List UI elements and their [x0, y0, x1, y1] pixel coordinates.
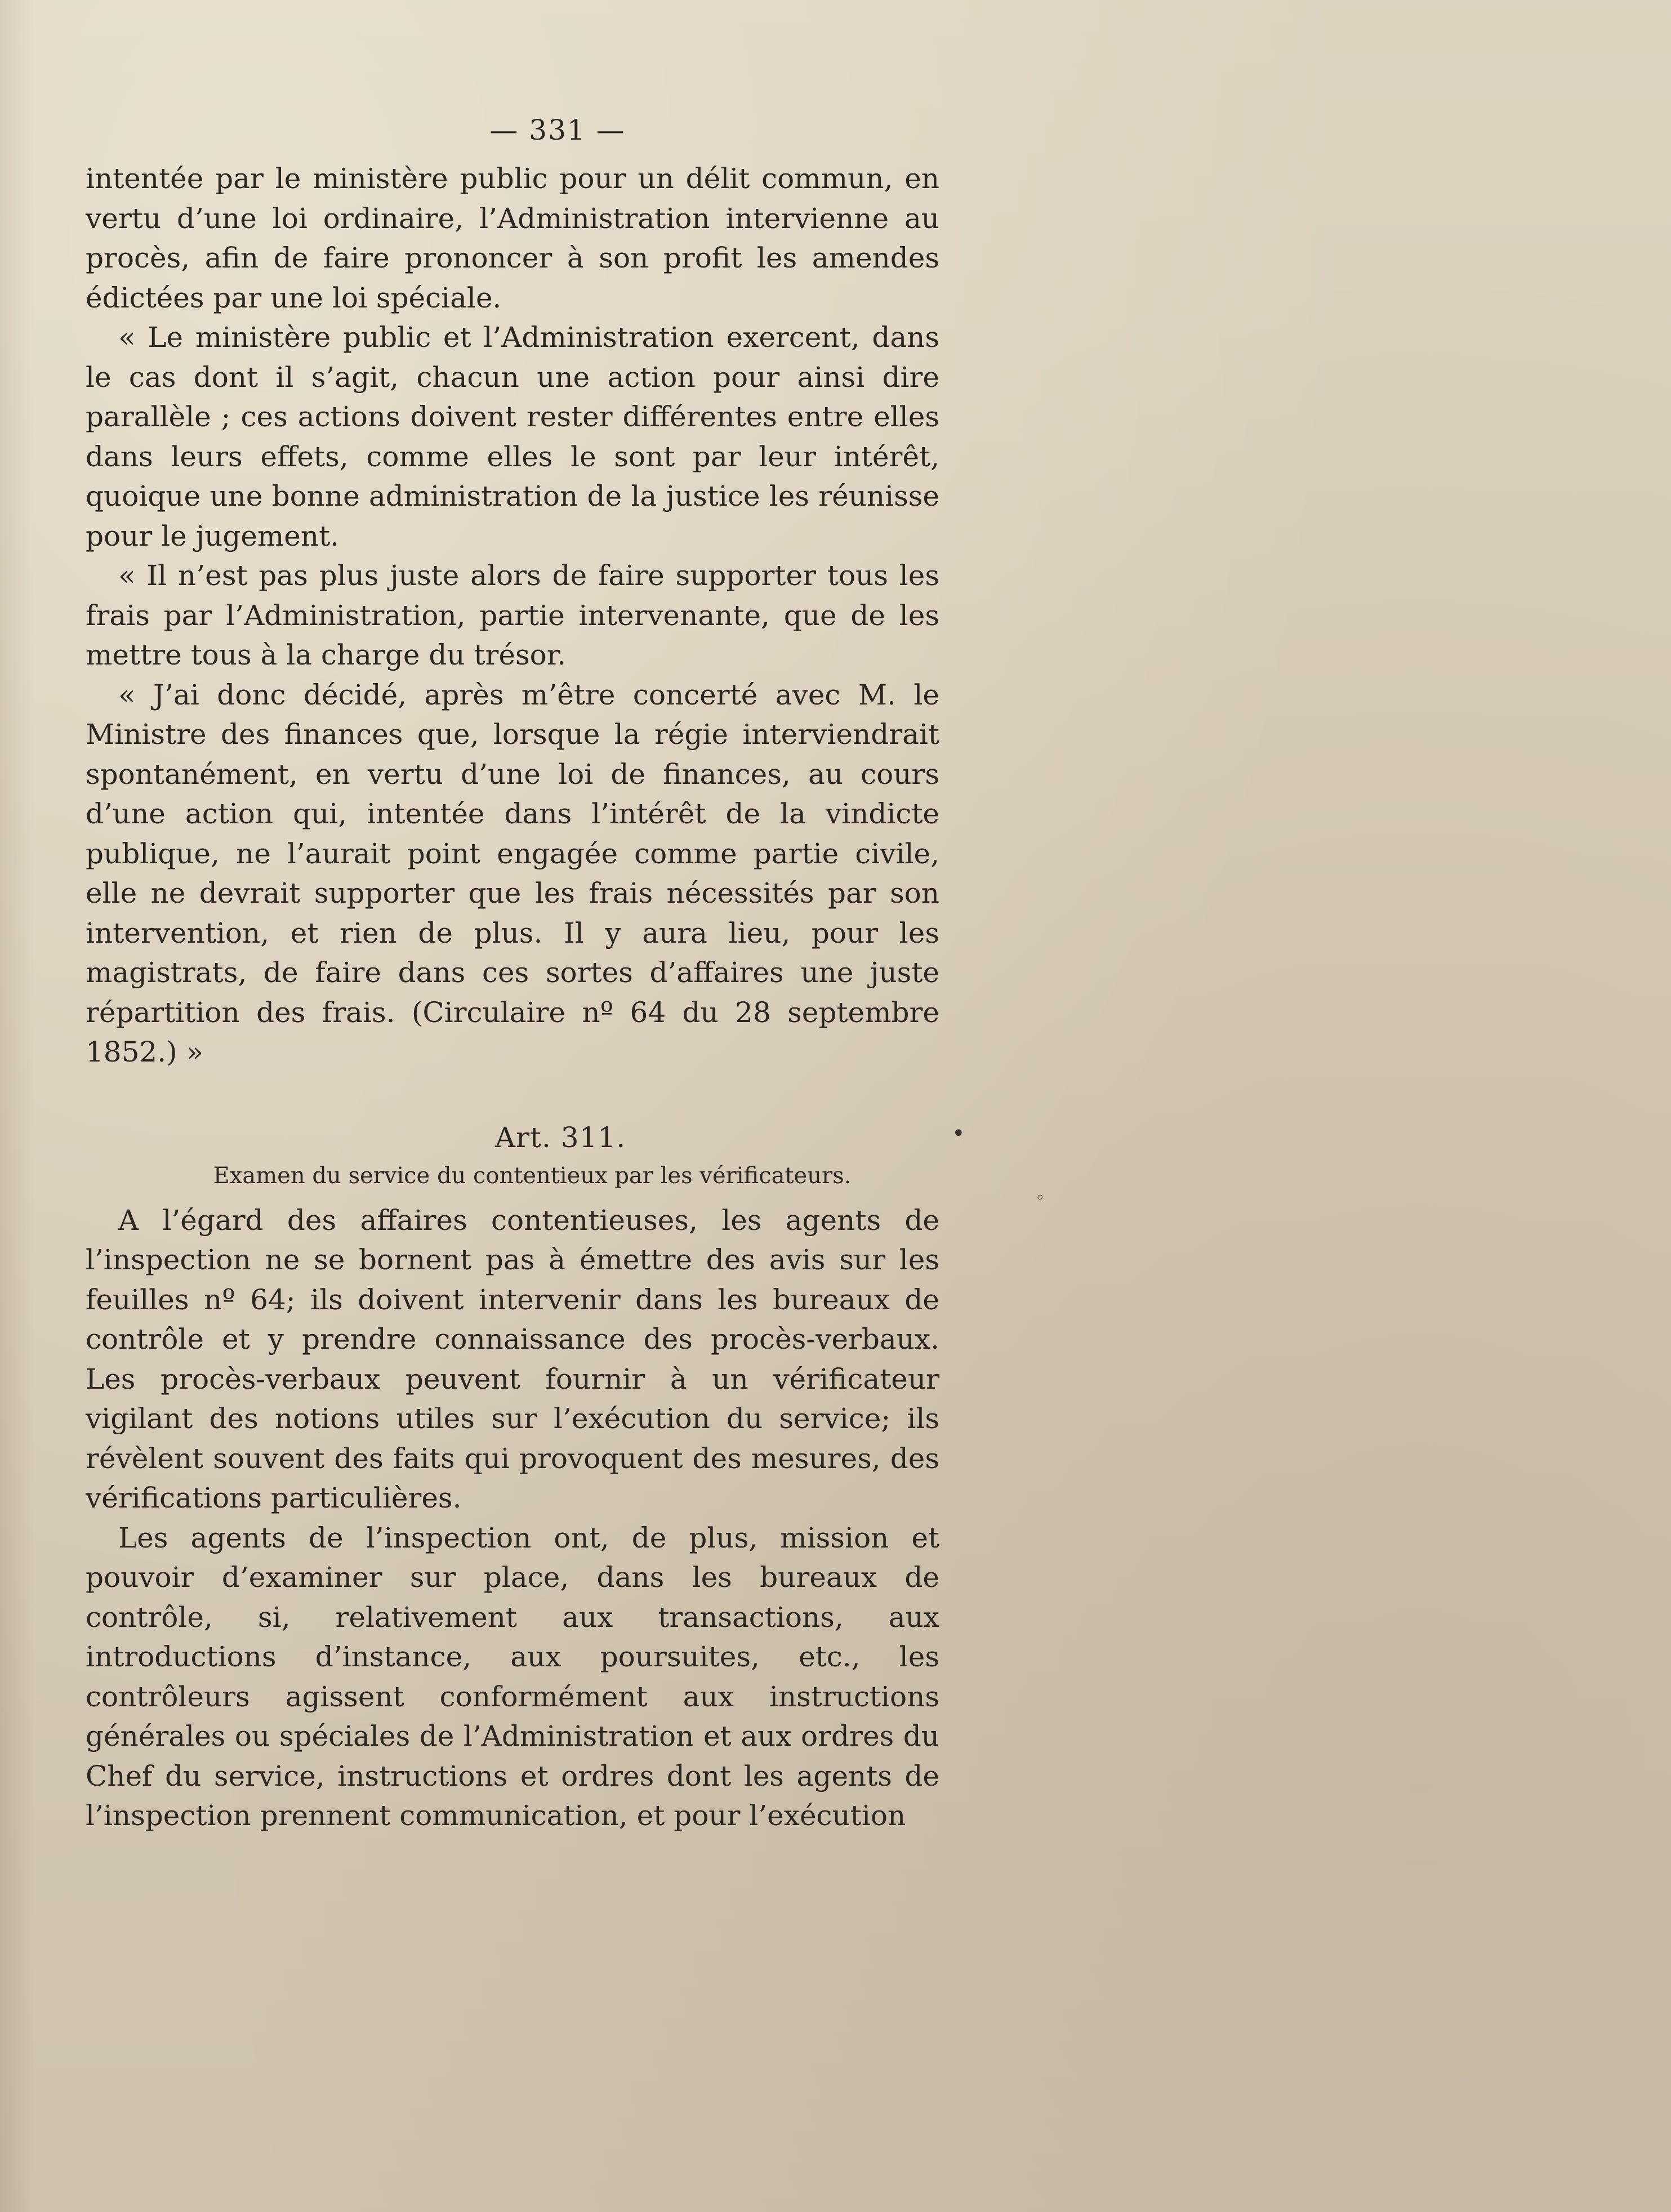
paragraph: A l’égard des affaires contentieuses, les agents de l’inspection ne se bornent pas à émettre des avis sur les feuilles nº 64; ils doivent intervenir dans les bureaux de contrôle et y prendre connaissance des procès-verbaux. Les procès-verbaux peuvent fournir à un vérificateur vigilant des notions utiles sur l’exécution du service; ils révèlent souvent des faits qui provoquent des mesures, des vérifications particulières. — [86, 1203, 939, 1514]
paragraph: intentée par le ministère public pour un délit commun, en vertu d’une loi ordinaire, l’Administration intervienne au procès, afin de faire prononcer à son profit les amendes édictées par une loi spéciale. — [86, 162, 939, 314]
article-heading: Art. 311. — [494, 1121, 626, 1154]
paragraph: Les agents de l’inspection ont, de plus, mission et pouvoir d’examiner sur place, dans les bureaux de contrôle, si, relativement aux transactions, aux introductions d’instance, aux poursuites, etc., les contrôleurs agissent conformément aux instructions générales ou spéciales de l’Administration et aux ordres du Chef du service, instructions et ordres dont les agents de l’inspection prennent communication, et pour l’exécution — [86, 1521, 939, 1832]
text-column — [86, 110, 939, 1836]
page-number: — 331 — — [489, 114, 626, 146]
margin-dot-icon: • — [952, 1121, 965, 1147]
margin-circle-icon: ◦ — [1035, 1188, 1045, 1208]
paragraph: « Il n’est pas plus juste alors de faire supporter tous les frais par l’Administration, partie intervenante, que de les mettre tous à la charge du trésor. — [86, 559, 939, 671]
paragraph: « Le ministère public et l’Administration exercent, dans le cas dont il s’agit, chacun une action pour ainsi dire parallèle ; ces actions doivent rester différentes entre elles dans leurs effets, comme elles le sont par leur intérêt, quoique une bonne administration de la justice les réunisse pour le jugement. — [86, 321, 939, 552]
article-subtitle: Examen du service du contentieux par les vérificateurs. — [213, 1162, 852, 1189]
paragraph: « J’ai donc décidé, après m’être concerté avec M. le Ministre des finances que, lorsque la régie interviendrait spontanément, en vertu d’une loi de finances, au cours d’une action qui, intentée dans l’intérêt de la vindicte publique, ne l’aurait point engagée comme partie civile, elle ne devrait supporter que les frais nécessités par son intervention, et rien de plus. Il y aura lieu, pour les magistrats, de faire dans ces sortes d’affaires une juste répartition des frais. (Circulaire nº 64 du 28 septembre 1852.) » — [86, 678, 939, 1068]
